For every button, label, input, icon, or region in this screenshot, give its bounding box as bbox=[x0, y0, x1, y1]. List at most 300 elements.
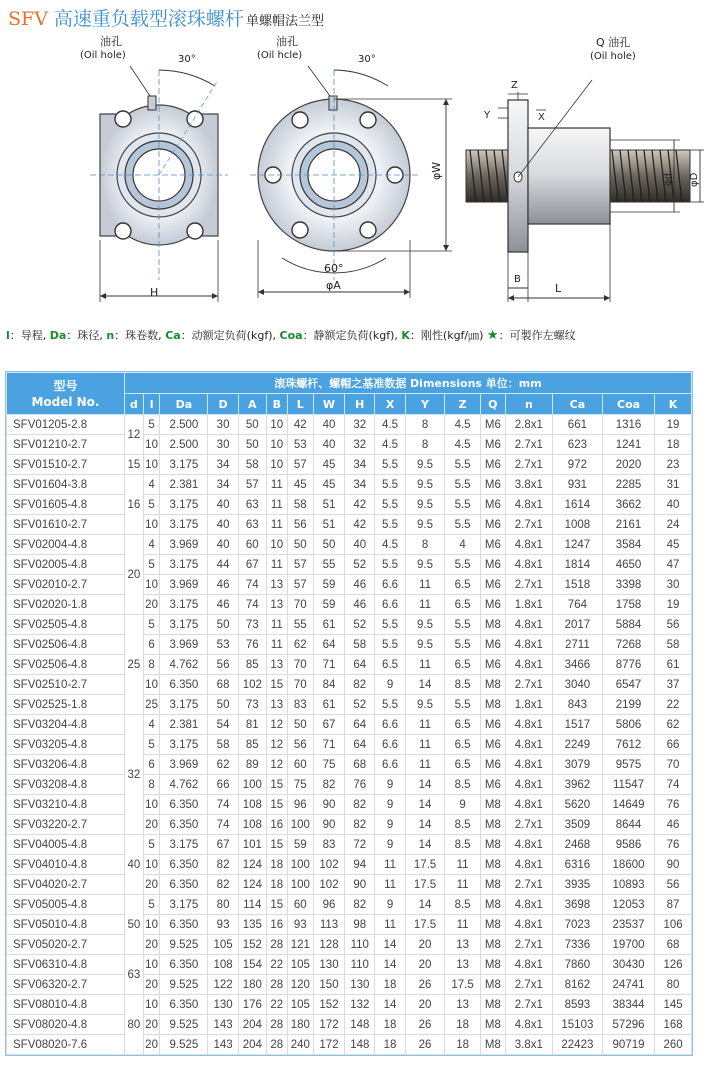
table-cell: 59 bbox=[287, 835, 313, 855]
table-cell: 46 bbox=[345, 595, 375, 615]
table-cell: 50 bbox=[238, 415, 266, 435]
table-cell: 2.7x1 bbox=[505, 455, 552, 475]
table-cell: 11 bbox=[445, 915, 480, 935]
model-cell: SFV02020-1.8 bbox=[7, 595, 125, 615]
table-cell: 56 bbox=[287, 515, 313, 535]
table-cell: 64 bbox=[345, 735, 375, 755]
table-cell: 58 bbox=[287, 495, 313, 515]
table-cell: 57 bbox=[238, 475, 266, 495]
table-cell: 40 bbox=[208, 495, 238, 515]
table-cell: 9.5 bbox=[405, 495, 445, 515]
table-cell: M6 bbox=[480, 635, 505, 655]
table-cell: 18 bbox=[375, 1035, 405, 1055]
table-cell: 66 bbox=[655, 735, 692, 755]
legend-l-text: ：导程, bbox=[9, 329, 47, 342]
table-cell: 34 bbox=[345, 455, 375, 475]
table-cell: 13 bbox=[445, 995, 480, 1015]
table-cell: 8.5 bbox=[445, 675, 480, 695]
table-cell: 5.5 bbox=[445, 555, 480, 575]
table-cell: 3.175 bbox=[160, 895, 208, 915]
table-cell: 10 bbox=[266, 535, 287, 555]
table-cell: 3584 bbox=[602, 535, 654, 555]
table-cell: 12 bbox=[266, 755, 287, 775]
table-cell: 180 bbox=[287, 1015, 313, 1035]
table-cell: 10 bbox=[266, 435, 287, 455]
table-cell: 14649 bbox=[602, 795, 654, 815]
table-cell: 82 bbox=[208, 875, 238, 895]
column-header: l bbox=[143, 394, 160, 415]
legend-k-text: ：刚性(kgf/㎛) bbox=[409, 329, 484, 342]
table-cell: 3.175 bbox=[160, 695, 208, 715]
table-cell: 110 bbox=[345, 935, 375, 955]
table-cell: 45 bbox=[313, 475, 344, 495]
table-cell: 120 bbox=[287, 975, 313, 995]
table-cell: 58 bbox=[238, 455, 266, 475]
table-cell: 26 bbox=[405, 975, 445, 995]
table-cell: 40 bbox=[313, 415, 344, 435]
table-cell: 70 bbox=[287, 595, 313, 615]
table-row bbox=[7, 515, 692, 535]
table-cell: 17.5 bbox=[405, 855, 445, 875]
table-cell: 98 bbox=[345, 915, 375, 935]
table-cell: 68 bbox=[655, 935, 692, 955]
table-cell: 108 bbox=[238, 815, 266, 835]
table-cell: 6.5 bbox=[445, 595, 480, 615]
table-cell: M8 bbox=[480, 835, 505, 855]
table-cell: 66 bbox=[208, 775, 238, 795]
table-row bbox=[7, 895, 692, 915]
table-cell: 12 bbox=[266, 735, 287, 755]
table-cell: 42 bbox=[345, 495, 375, 515]
table-cell: 14 bbox=[405, 795, 445, 815]
table-cell: M8 bbox=[480, 895, 505, 915]
table-cell: 172 bbox=[313, 1035, 344, 1055]
table-cell: 13 bbox=[266, 575, 287, 595]
table-cell: 7268 bbox=[602, 635, 654, 655]
table-cell: 34 bbox=[208, 455, 238, 475]
table-cell: 82 bbox=[208, 855, 238, 875]
angle-60-label: 60° bbox=[324, 262, 344, 275]
dim-x-label: X bbox=[538, 112, 545, 123]
table-cell: 105 bbox=[287, 995, 313, 1015]
model-cell: SFV06310-4.8 bbox=[7, 955, 125, 975]
table-cell: 1614 bbox=[552, 495, 602, 515]
table-cell: 3662 bbox=[602, 495, 654, 515]
table-cell: 68 bbox=[345, 755, 375, 775]
table-cell: 5.5 bbox=[375, 695, 405, 715]
table-cell: 4.8x1 bbox=[505, 635, 552, 655]
table-cell: 20 bbox=[143, 1035, 160, 1055]
table-cell: 22 bbox=[266, 995, 287, 1015]
table-row bbox=[7, 855, 692, 875]
table-cell: 3.175 bbox=[160, 595, 208, 615]
table-cell: 6.5 bbox=[445, 655, 480, 675]
table-cell: 15 bbox=[266, 895, 287, 915]
table-cell: 37 bbox=[655, 675, 692, 695]
model-cell: SFV03220-2.7 bbox=[7, 815, 125, 835]
table-cell: 124 bbox=[238, 855, 266, 875]
table-cell: 5.5 bbox=[375, 515, 405, 535]
table-cell: 4650 bbox=[602, 555, 654, 575]
model-cell: SFV01205-2.8 bbox=[7, 415, 125, 435]
dim-z-label: Z bbox=[511, 80, 518, 91]
table-cell: 6.350 bbox=[160, 855, 208, 875]
table-cell: 3.8x1 bbox=[505, 475, 552, 495]
table-cell: 4.8x1 bbox=[505, 775, 552, 795]
table-cell: 764 bbox=[552, 595, 602, 615]
table-cell: 10 bbox=[143, 955, 160, 975]
table-cell: 106 bbox=[655, 915, 692, 935]
table-cell: 80 bbox=[655, 975, 692, 995]
table-row bbox=[7, 815, 692, 835]
model-cell: SFV03205-4.8 bbox=[7, 735, 125, 755]
table-cell: 6.5 bbox=[445, 735, 480, 755]
table-cell: 114 bbox=[238, 895, 266, 915]
dim-d-label: φd bbox=[663, 173, 674, 186]
table-cell: 14 bbox=[375, 995, 405, 1015]
table-cell: 52 bbox=[345, 555, 375, 575]
table-cell: M8 bbox=[480, 975, 505, 995]
table-cell: 9.5 bbox=[405, 555, 445, 575]
table-cell: 8.5 bbox=[445, 815, 480, 835]
table-cell: 56 bbox=[655, 615, 692, 635]
table-cell: 61 bbox=[655, 655, 692, 675]
table-cell: 13 bbox=[266, 655, 287, 675]
table-row bbox=[7, 455, 692, 475]
column-header: Coa bbox=[602, 394, 654, 415]
title-main: 高速重负载型滚珠螺杆 bbox=[53, 8, 244, 30]
table-row bbox=[7, 915, 692, 935]
table-cell: 4.5 bbox=[445, 435, 480, 455]
table-cell: 22 bbox=[655, 695, 692, 715]
table-cell: 110 bbox=[345, 955, 375, 975]
table-cell: 53 bbox=[287, 435, 313, 455]
model-cell: SFV02005-4.8 bbox=[7, 555, 125, 575]
table-cell: 143 bbox=[208, 1015, 238, 1035]
table-cell: M6 bbox=[480, 495, 505, 515]
table-cell: 102 bbox=[313, 855, 344, 875]
table-cell: 14 bbox=[405, 675, 445, 695]
table-cell: 19700 bbox=[602, 935, 654, 955]
table-row bbox=[7, 435, 692, 455]
title-sub: 单螺帽法兰型 bbox=[245, 14, 324, 29]
table-cell: 5620 bbox=[552, 795, 602, 815]
table-cell: 9 bbox=[375, 835, 405, 855]
shaft-diameter-cell: 40 bbox=[124, 835, 143, 895]
table-cell: 42 bbox=[345, 515, 375, 535]
table-cell: 4.8x1 bbox=[505, 915, 552, 935]
table-row bbox=[7, 975, 692, 995]
table-cell: 20 bbox=[143, 875, 160, 895]
table-cell: 23 bbox=[655, 455, 692, 475]
table-cell: 2199 bbox=[602, 695, 654, 715]
table-cell: 2.7x1 bbox=[505, 875, 552, 895]
table-cell: 1814 bbox=[552, 555, 602, 575]
table-cell: 30 bbox=[208, 415, 238, 435]
table-cell: M8 bbox=[480, 695, 505, 715]
oil-hole-label-en-1: (Oil hole) bbox=[80, 50, 126, 61]
table-cell: 5.5 bbox=[445, 695, 480, 715]
model-cell: SFV01610-2.7 bbox=[7, 515, 125, 535]
table-cell: 2.7x1 bbox=[505, 995, 552, 1015]
table-cell: 9.5 bbox=[405, 455, 445, 475]
table-cell: 40 bbox=[345, 535, 375, 555]
table-cell: 10 bbox=[143, 795, 160, 815]
table-cell: 113 bbox=[313, 915, 344, 935]
table-cell: 4.8x1 bbox=[505, 535, 552, 555]
column-header: Z bbox=[445, 394, 480, 415]
table-cell: 5 bbox=[143, 615, 160, 635]
table-cell: 8 bbox=[405, 415, 445, 435]
table-cell: M8 bbox=[480, 675, 505, 695]
table-cell: 1241 bbox=[602, 435, 654, 455]
shaft-diameter-cell: 32 bbox=[124, 715, 143, 835]
table-cell: 108 bbox=[208, 955, 238, 975]
table-cell: 101 bbox=[238, 835, 266, 855]
table-cell: 76 bbox=[345, 775, 375, 795]
table-cell: 90 bbox=[345, 875, 375, 895]
table-cell: 260 bbox=[655, 1035, 692, 1055]
table-cell: 13 bbox=[445, 955, 480, 975]
table-cell: 102 bbox=[313, 875, 344, 895]
table-cell: 11 bbox=[266, 615, 287, 635]
table-cell: 28 bbox=[266, 935, 287, 955]
legend-da-key: Da bbox=[49, 329, 67, 342]
table-cell: 5.5 bbox=[445, 515, 480, 535]
table-cell: 60 bbox=[287, 755, 313, 775]
table-cell: 1517 bbox=[552, 715, 602, 735]
table-cell: 152 bbox=[313, 995, 344, 1015]
table-cell: M8 bbox=[480, 815, 505, 835]
table-cell: 5 bbox=[143, 895, 160, 915]
table-cell: M6 bbox=[480, 655, 505, 675]
table-row bbox=[7, 955, 692, 975]
table-cell: 168 bbox=[655, 1015, 692, 1035]
table-row bbox=[7, 995, 692, 1015]
table-cell: 76 bbox=[655, 835, 692, 855]
table-cell: 6.6 bbox=[375, 575, 405, 595]
table-cell: 55 bbox=[287, 615, 313, 635]
table-cell: 10 bbox=[143, 675, 160, 695]
table-cell: 11 bbox=[266, 635, 287, 655]
table-cell: 52 bbox=[345, 695, 375, 715]
table-cell: 5 bbox=[143, 735, 160, 755]
oil-hole-label-cn-2: 油孔 bbox=[276, 35, 298, 48]
table-cell: 3.969 bbox=[160, 575, 208, 595]
table-cell: 4.8x1 bbox=[505, 615, 552, 635]
table-row bbox=[7, 475, 692, 495]
table-cell: 10 bbox=[266, 455, 287, 475]
table-cell: 93 bbox=[208, 915, 238, 935]
table-cell: 63 bbox=[238, 515, 266, 535]
column-header: Da bbox=[160, 394, 208, 415]
title-prefix: SFV bbox=[8, 8, 48, 30]
table-cell: 90719 bbox=[602, 1035, 654, 1055]
table-cell: 124 bbox=[238, 875, 266, 895]
side-view bbox=[466, 80, 704, 302]
table-row bbox=[7, 635, 692, 655]
table-cell: 18600 bbox=[602, 855, 654, 875]
table-cell: 94 bbox=[345, 855, 375, 875]
table-row bbox=[7, 1035, 692, 1055]
table-cell: 42 bbox=[287, 415, 313, 435]
table-row bbox=[7, 535, 692, 555]
table-cell: M6 bbox=[480, 415, 505, 435]
table-cell: 11 bbox=[405, 595, 445, 615]
shaft-diameter-cell: 25 bbox=[124, 615, 143, 715]
column-header: L bbox=[287, 394, 313, 415]
table-cell: 40 bbox=[208, 535, 238, 555]
column-header: K bbox=[655, 394, 692, 415]
table-cell: 7860 bbox=[552, 955, 602, 975]
table-cell: 57 bbox=[287, 455, 313, 475]
table-cell: 58 bbox=[655, 635, 692, 655]
table-row bbox=[7, 735, 692, 755]
table-cell: 14 bbox=[405, 895, 445, 915]
table-cell: 10 bbox=[266, 415, 287, 435]
table-cell: 8593 bbox=[552, 995, 602, 1015]
table-cell: 13 bbox=[266, 595, 287, 615]
table-cell: 2.7x1 bbox=[505, 575, 552, 595]
legend-coa-key: Coa bbox=[279, 329, 303, 342]
table-cell: 63 bbox=[238, 495, 266, 515]
table-cell: M8 bbox=[480, 915, 505, 935]
table-cell: 105 bbox=[287, 955, 313, 975]
table-cell: 1518 bbox=[552, 575, 602, 595]
table-cell: 20 bbox=[405, 935, 445, 955]
table-cell: 14 bbox=[405, 775, 445, 795]
table-cell: 9586 bbox=[602, 835, 654, 855]
table-cell: 34 bbox=[208, 475, 238, 495]
table-cell: M8 bbox=[480, 615, 505, 635]
table-cell: 9.5 bbox=[405, 475, 445, 495]
table-cell: 10 bbox=[143, 455, 160, 475]
table-cell: 8 bbox=[405, 535, 445, 555]
table-cell: 7336 bbox=[552, 935, 602, 955]
table-cell: 61 bbox=[313, 615, 344, 635]
legend-ca-text: ：动额定负荷(kgf), bbox=[180, 329, 276, 342]
table-cell: 90 bbox=[655, 855, 692, 875]
angle-30-label-2: 30° bbox=[358, 54, 376, 65]
table-cell: 14 bbox=[375, 955, 405, 975]
table-cell: 6 bbox=[143, 635, 160, 655]
column-header: W bbox=[313, 394, 344, 415]
table-row bbox=[7, 615, 692, 635]
table-cell: 1247 bbox=[552, 535, 602, 555]
model-cell: SFV01605-4.8 bbox=[7, 495, 125, 515]
table-cell: M6 bbox=[480, 515, 505, 535]
table-cell: 126 bbox=[655, 955, 692, 975]
table-cell: 68 bbox=[208, 675, 238, 695]
table-cell: 26 bbox=[405, 1035, 445, 1055]
table-cell: 50 bbox=[208, 615, 238, 635]
table-cell: 204 bbox=[238, 1015, 266, 1035]
table-cell: 40 bbox=[313, 435, 344, 455]
table-cell: 15 bbox=[266, 835, 287, 855]
table-cell: 6.6 bbox=[375, 595, 405, 615]
table-cell: 45 bbox=[655, 535, 692, 555]
table-cell: 3.175 bbox=[160, 735, 208, 755]
table-cell: 73 bbox=[238, 695, 266, 715]
table-cell: M6 bbox=[480, 575, 505, 595]
table-cell: 1316 bbox=[602, 415, 654, 435]
table-cell: 6.6 bbox=[375, 735, 405, 755]
table-cell: 50 bbox=[287, 535, 313, 555]
table-cell: 2249 bbox=[552, 735, 602, 755]
table-cell: 85 bbox=[238, 655, 266, 675]
table-cell: 4.8x1 bbox=[505, 855, 552, 875]
table-cell: 9 bbox=[375, 815, 405, 835]
table-cell: 24741 bbox=[602, 975, 654, 995]
table-cell: 4.8x1 bbox=[505, 1015, 552, 1035]
table-cell: 3.175 bbox=[160, 495, 208, 515]
table-row bbox=[7, 595, 692, 615]
table-cell: 13 bbox=[445, 935, 480, 955]
table-cell: 6547 bbox=[602, 675, 654, 695]
table-cell: 130 bbox=[313, 955, 344, 975]
table-cell: 83 bbox=[287, 695, 313, 715]
table-cell: 843 bbox=[552, 695, 602, 715]
dim-l-label: L bbox=[555, 282, 562, 295]
table-cell: 17.5 bbox=[405, 875, 445, 895]
table-cell: M6 bbox=[480, 535, 505, 555]
table-cell: 3079 bbox=[552, 755, 602, 775]
table-cell: 2161 bbox=[602, 515, 654, 535]
table-cell: 5.5 bbox=[375, 555, 405, 575]
table-cell: 18 bbox=[655, 435, 692, 455]
table-cell: 972 bbox=[552, 455, 602, 475]
table-cell: 204 bbox=[238, 1035, 266, 1055]
table-row bbox=[7, 775, 692, 795]
table-cell: 83 bbox=[313, 835, 344, 855]
model-cell: SFV05010-4.8 bbox=[7, 915, 125, 935]
dim-h-label: H bbox=[150, 286, 159, 299]
table-cell: 4.8x1 bbox=[505, 955, 552, 975]
table-cell: 58 bbox=[345, 635, 375, 655]
table-cell: 76 bbox=[238, 635, 266, 655]
column-header: Y bbox=[405, 394, 445, 415]
table-cell: 5806 bbox=[602, 715, 654, 735]
table-cell: 121 bbox=[287, 935, 313, 955]
column-header: d bbox=[124, 394, 143, 415]
table-cell: 9.525 bbox=[160, 1035, 208, 1055]
table-cell: 25 bbox=[143, 695, 160, 715]
table-cell: 5.5 bbox=[375, 455, 405, 475]
table-cell: 5.5 bbox=[445, 615, 480, 635]
table-cell: 67 bbox=[208, 835, 238, 855]
table-cell: 7612 bbox=[602, 735, 654, 755]
table-cell: 9 bbox=[445, 795, 480, 815]
table-cell: 28 bbox=[266, 1015, 287, 1035]
legend-ca-key: Ca bbox=[165, 329, 181, 342]
table-cell: 2.7x1 bbox=[505, 675, 552, 695]
table-cell: 2.500 bbox=[160, 415, 208, 435]
table-cell: 5 bbox=[143, 415, 160, 435]
table-cell: 70 bbox=[287, 675, 313, 695]
table-cell: 6.5 bbox=[445, 755, 480, 775]
table-cell: 96 bbox=[287, 795, 313, 815]
table-cell: 5.5 bbox=[375, 495, 405, 515]
table-cell: 87 bbox=[655, 895, 692, 915]
table-cell: 93 bbox=[287, 915, 313, 935]
table-cell: 2.7x1 bbox=[505, 935, 552, 955]
table-cell: 56 bbox=[208, 655, 238, 675]
shaft-diameter-cell: 12 bbox=[124, 415, 143, 455]
table-cell: 132 bbox=[345, 995, 375, 1015]
table-cell: 9 bbox=[375, 795, 405, 815]
table-cell: 60 bbox=[238, 535, 266, 555]
table-cell: 6.5 bbox=[445, 715, 480, 735]
